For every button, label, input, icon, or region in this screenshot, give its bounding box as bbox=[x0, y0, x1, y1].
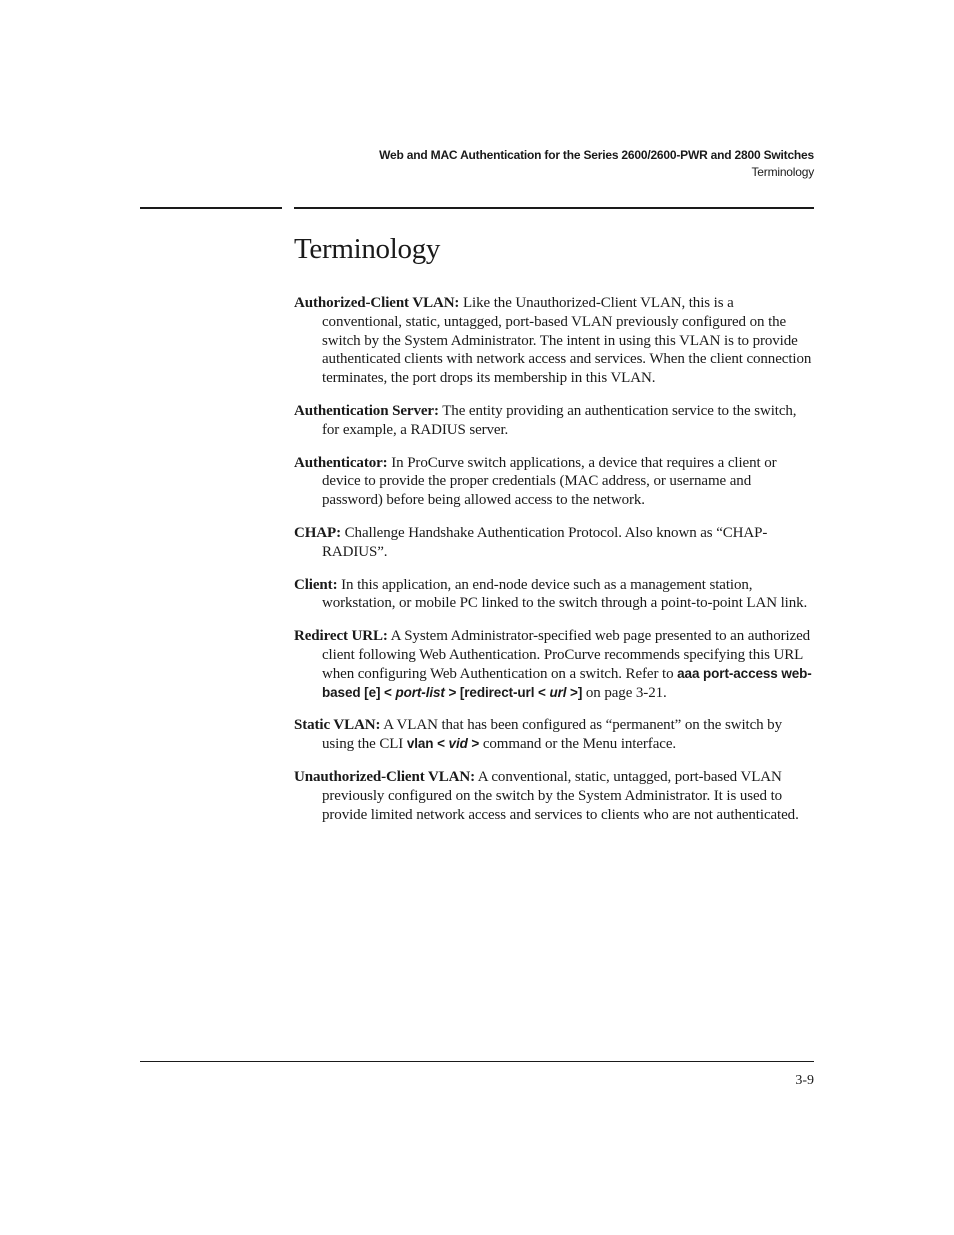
running-header-section: Terminology bbox=[751, 165, 814, 179]
header-rule-right bbox=[294, 207, 814, 209]
definition-unauthorized-client-vlan bbox=[294, 768, 814, 824]
definition-term: Authorized-Client VLAN: bbox=[294, 295, 460, 311]
page-number: 3-9 bbox=[795, 1073, 814, 1088]
cli-command-arg: port-list bbox=[395, 684, 445, 700]
definition-client bbox=[294, 576, 814, 614]
cli-command-arg: url bbox=[549, 684, 567, 700]
definition-term: Static VLAN: bbox=[294, 717, 381, 734]
running-header bbox=[379, 147, 814, 181]
definition-authentication-server bbox=[294, 402, 814, 440]
cli-command: aaa port-access web-based [e] < bbox=[322, 665, 812, 700]
definition-redirect-url bbox=[294, 627, 814, 702]
definition-term: Authentication Server: bbox=[294, 402, 439, 419]
definition-text: In this application, an end-node device such as a management station, workstation, or mobile PC linked to the switch through a point-to-point LAN link. bbox=[322, 576, 808, 612]
definition-text: Challenge Handshake Authentication Protocol. Also known as “CHAP-RADIUS”. bbox=[322, 524, 768, 560]
cli-command: >] bbox=[566, 684, 583, 700]
cli-command: > [redirect-url < bbox=[444, 684, 550, 700]
definition-term: CHAP: bbox=[294, 524, 341, 541]
definition-list bbox=[294, 294, 814, 838]
definition-authenticator bbox=[294, 454, 814, 510]
definition-static-vlan bbox=[294, 716, 814, 754]
definition-term: Unauthorized-Client VLAN: bbox=[294, 768, 475, 785]
header-rule-left bbox=[140, 207, 282, 209]
definition-chap bbox=[294, 524, 814, 562]
definition-text: A System Administrator-specified web page presented to an authorized client following Web Authentication. ProCurve recommends specifying this URL when configuring Web Authentication on a switch. Refer to bbox=[322, 628, 811, 682]
section-title: Terminology bbox=[294, 233, 441, 265]
definition-term: Authenticator: bbox=[294, 454, 388, 471]
footer-rule bbox=[140, 1061, 814, 1062]
definition-authorized-client-vlan bbox=[294, 294, 814, 388]
definition-term: Redirect URL: bbox=[294, 628, 388, 645]
definition-text: In ProCurve switch applications, a device that requires a client or device to provide the proper credentials (MAC address, or username and password) before being allowed access to the network. bbox=[322, 454, 777, 509]
cli-command-arg: vid bbox=[448, 736, 468, 752]
definition-text-tail: command or the Menu interface. bbox=[479, 736, 677, 753]
definition-text-tail: on page 3-21. bbox=[582, 684, 667, 701]
definition-text: A VLAN that has been configured as “permanent” on the switch by using the CLI bbox=[322, 717, 782, 753]
definition-term: Client: bbox=[294, 576, 338, 593]
definition-text: A conventional, static, untagged, port-based VLAN previously configured on the switch by the System Administrator. It is used to provide limited network access and services to clients who are not authenticated. bbox=[322, 768, 799, 823]
cli-command: > bbox=[467, 736, 480, 752]
definition-text: Like the Unauthorized-Client VLAN, this is a conventional, static, untagged, port-based VLAN previously configured on the switch by the System Administrator. The intent in using this VLAN is to provide authenticated clients with network access and services. When the client connection terminates, the port drops its membership in this VLAN. bbox=[322, 295, 812, 387]
cli-command: vlan < bbox=[406, 736, 449, 752]
running-header-title: Web and MAC Authentication for the Series 2600/2600-PWR and 2800 Switches bbox=[379, 148, 814, 162]
definition-text: The entity providing an authentication service to the switch, for example, a RADIUS server. bbox=[322, 402, 797, 438]
